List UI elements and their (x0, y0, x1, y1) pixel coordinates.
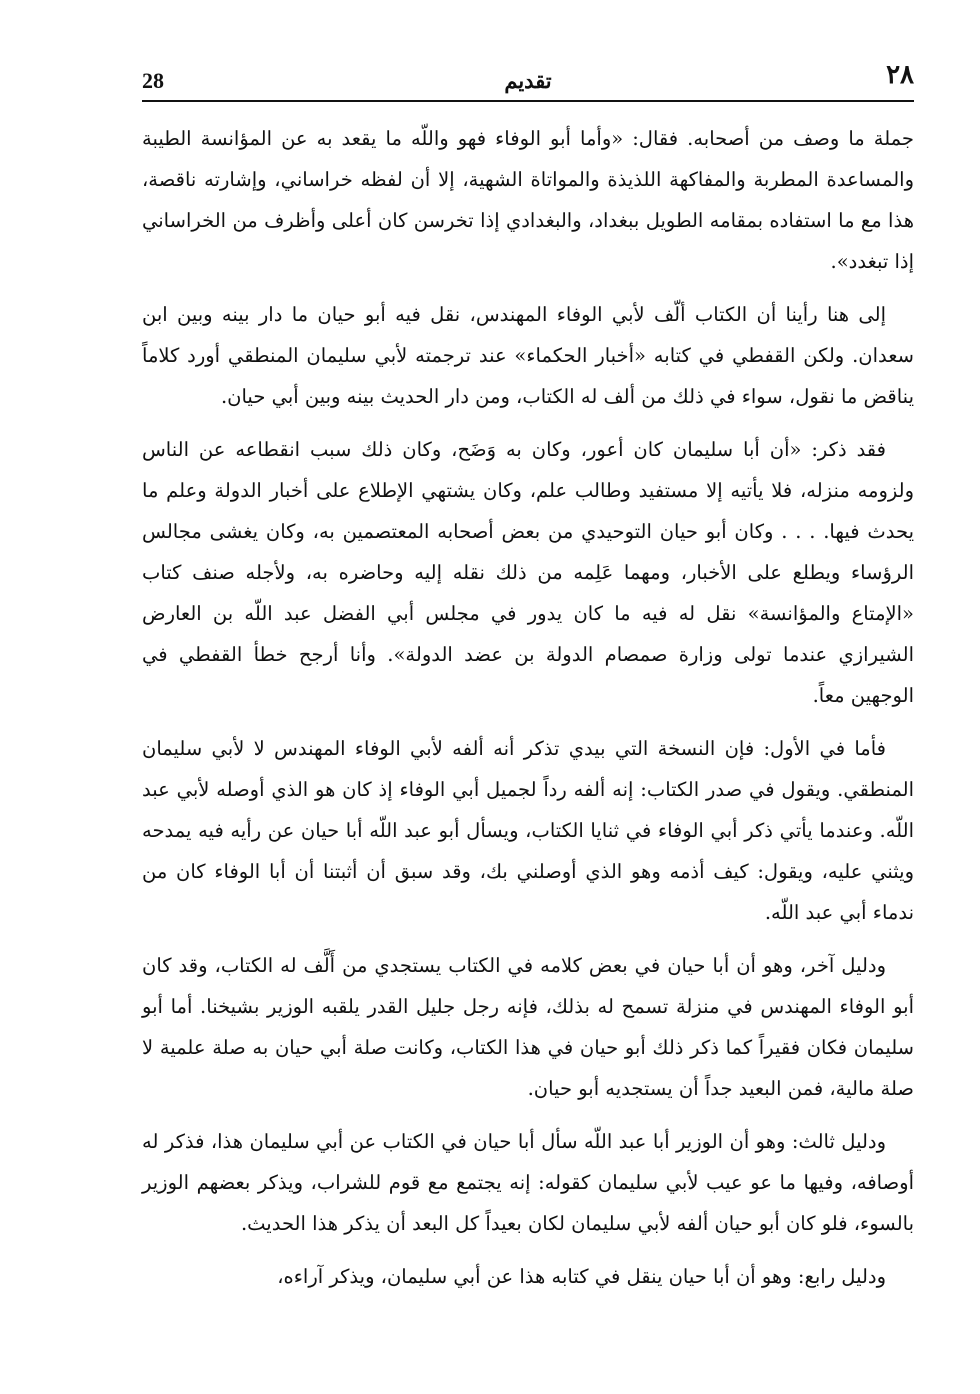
running-title: تقديم (504, 68, 552, 93)
page-number-arabic: ٢٨ (886, 60, 914, 90)
paragraph-3: فقد ذكر: «أن أبا سليمان كان أعور، وكان به وَضَح، وكان ذلك سبب انقطاعه عن الناس ولزومه منزله، فلا يأتيه إلا مستفيد وطالب علم، وكان يشتهي الإطلاع على أخبار الدولة وعلم ما يحدث فيها. . . . وكان أبو حيان التوحيدي من بعض أصحابه المعتصمين به، وكان يغشى مجالس الرؤساء ويطلع على الأخبار، ومهما عَلِمه من ذلك نقله إليه وحاضره به، ولأجله صنف كتاب «الإمتاع والمؤانسة» نقل له فيه ما كان يدور في مجلس أبي الفضل عبد اللّه بن العارض الشيرازي عندما تولى وزارة صمصام الدولة بن عضد الدولة». وأنا أرجح خطأ القفطي في الوجهين معاً. (142, 438, 914, 707)
paragraph-6: ودليل ثالث: وهو أن الوزير أبا عبد اللّه سأل أبا حيان في الكتاب عن أبي سليمان هذا، فذكر له أوصافه، وفيها ما عو عيب لأبي سليمان كقوله: إنه يجتمع مع قوم للشراب، ويذكر بعضهم الوزير بالسوء، فلو كان أبو حيان ألفه لأبي سليمان لكان بعيداً كل البعد أن يذكر هذا الحديث. (142, 1130, 914, 1235)
paragraph-5: ودليل آخر، وهو أن أبا حيان في بعض كلامه في الكتاب يستجدي من أَلَّف له الكتاب، وقد كان أبو الوفاء المهندس في منزلة تسمح له بذلك، فإنه رجل جليل القدر يلقبه الوزير بشيخنا. أما أبو سليمان فكان فقيراً كما ذكر ذلك أبو حيان في هذا الكتاب، وكانت صلة أبي حيان به صلة علمية لا صلة مالية، فمن البعيد جداً أن يستجديه أبو حيان. (142, 954, 914, 1100)
paragraph-1: جملة ما وصف من أصحابه. فقال: «وأما أبو الوفاء فهو واللّه ما يقعد به عن المؤانسة الطيبة والمساعدة المطربة والمفاكهة اللذيذة والمواتاة الشهية، إلا أن لفظه خراساني، وإشارته ناقصة، هذا مع ما استفاده بمقامه الطويل ببغداد، والبغدادي إذا تخرسن كان أعلى وأظرف من الخراساني إذا تبغدد». (142, 127, 914, 273)
page-number-latin: 28 (142, 68, 164, 93)
paragraph-4: فأما في الأول: فإن النسخة التي بيدي تذكر أنه ألفه لأبي الوفاء المهندس لا لأبي سليمان المنطقي. ويقول في صدر الكتاب: إنه ألفه رداً لجميل أبي الوفاء إذ كان هو الذي أوصله لأبي عبد اللّه. وعندما يأتي ذكر أبي الوفاء في ثنايا الكتاب، ويسأل أبو عبد اللّه أبا حيان عن رأيه فيه يمدحه ويثني عليه، ويقول: كيف أذمه وهو الذي أوصلني بك، وقد سبق أن أثبتنا أن أبا الوفاء كان من ندماء أبي عبد اللّه. (142, 737, 914, 924)
page-header (142, 58, 914, 98)
body-text (142, 118, 914, 1309)
paragraph-2: إلى هنا رأينا أن الكتاب ألّف لأبي الوفاء المهندس، نقل فيه أبو حيان ما دار بينه وبين ابن سعدان. ولكن القفطي في كتابه «أخبار الحكماء» عند ترجمته لأبي سليمان المنطقي أورد كلاماً يناقض ما نقول، سواء في ذلك من ألف له الكتاب، ومن دار الحديث بينه وبين أبي حيان. (142, 303, 914, 408)
paragraph-7: ودليل رابع: وهو أن أبا حيان ينقل في كتابه هذا عن أبي سليمان، ويذكر آراءه، (277, 1265, 886, 1288)
header-divider (142, 100, 914, 102)
